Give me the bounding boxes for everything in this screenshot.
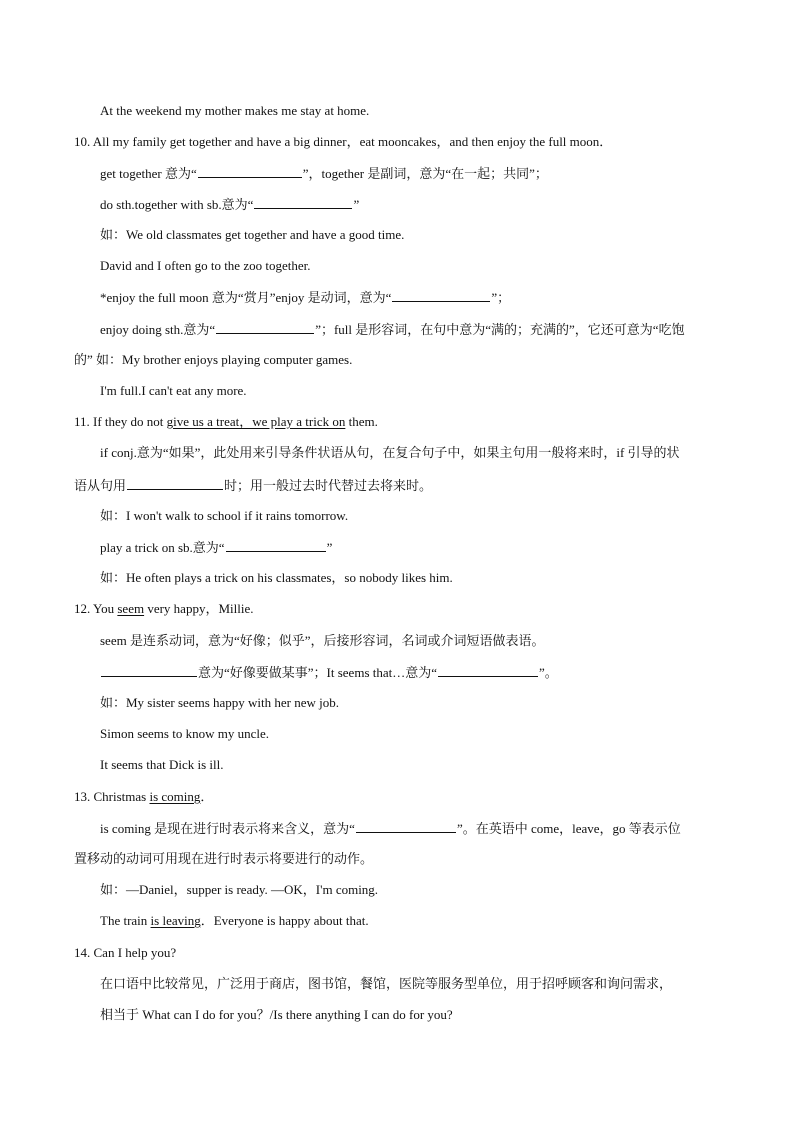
text: 语从句用 <box>74 478 127 493</box>
fill-blank[interactable] <box>356 819 456 833</box>
explanation-line: 相当于 What can I do for you？/Is there anything I can do for you? <box>100 1007 453 1022</box>
example-line: 如：I won't walk to school if it rains tomorrow. <box>100 508 349 523</box>
fill-blank[interactable] <box>226 538 326 552</box>
fill-blank[interactable] <box>254 195 352 209</box>
example-line: I'm full.I can't eat any more. <box>100 383 247 398</box>
text: 11. If they do not <box>74 414 167 429</box>
text: enjoy doing sth.意为“ <box>100 322 216 337</box>
underlined-phrase: seem <box>117 601 145 616</box>
explanation-line <box>100 320 685 339</box>
item-13-heading <box>74 788 213 806</box>
text: them. <box>345 414 378 429</box>
text: ” <box>353 197 360 212</box>
fill-blank[interactable] <box>438 663 538 677</box>
text: ．Everyone is happy about that. <box>200 913 369 928</box>
explanation-line <box>100 288 510 307</box>
underlined-phrase: is leaving <box>150 913 201 928</box>
item-14-heading: 14. Can I help you? <box>74 945 177 960</box>
example-line: David and I often go to the zoo together. <box>100 258 311 273</box>
explanation-line <box>100 538 332 557</box>
explanation-line: if conj.意为“如果”，此处用来引导条件状语从句，在复合句子中，如果主句用一般将来时，if 引导的状 <box>100 445 680 460</box>
underlined-phrase: give us a treat，we play a trick on <box>166 414 346 429</box>
text: ”。 <box>539 665 558 680</box>
example-line: 如：My sister seems happy with her new job. <box>100 695 340 710</box>
underlined-phrase: is coming <box>149 789 201 804</box>
example-line: 如：—Daniel，supper is ready. —OK，I'm coming. <box>100 882 379 897</box>
explanation-line: 在口语中比较常见，广泛用于商店，图书馆，餐馆，医院等服务型单位，用于招呼顾客和询问需求， <box>100 976 673 991</box>
text: very happy，Millie. <box>144 601 254 616</box>
explanation-line <box>100 663 558 682</box>
text: ” <box>326 540 333 555</box>
text: do sth.together with sb.意为“ <box>100 197 254 212</box>
text: 12. You <box>74 601 118 616</box>
fill-blank[interactable] <box>216 320 314 334</box>
text: ”； <box>491 290 511 305</box>
example-line <box>100 912 369 930</box>
explanation-line: 置移动的动词可用现在进行时表示将要进行的动作。 <box>74 851 374 866</box>
item-12-heading <box>74 600 253 618</box>
explanation-line <box>100 195 359 214</box>
explanation-line <box>100 164 548 183</box>
text: 13. Christmas <box>74 789 150 804</box>
text: ． <box>200 789 214 804</box>
item-10-heading: 10. All my family get together and have a big dinner，eat mooncakes，and then enjoy the full moon． <box>74 134 613 149</box>
text: is coming 是现在进行时表示将来含义，意为“ <box>100 821 355 836</box>
item-11-heading <box>74 413 378 431</box>
explanation-line: 的” 如：My brother enjoys playing computer games. <box>74 352 353 367</box>
example-line: At the weekend my mother makes me stay at home. <box>100 103 370 118</box>
text: get together 意为“ <box>100 166 197 181</box>
fill-blank[interactable] <box>392 288 490 302</box>
example-line: 如：We old classmates get together and have a good time. <box>100 227 405 242</box>
explanation-line: seem 是连系动词，意为“好像；似乎”，后接形容词，名词或介词短语做表语。 <box>100 633 545 648</box>
example-line: It seems that Dick is ill. <box>100 757 224 772</box>
fill-blank[interactable] <box>101 663 197 677</box>
fill-blank[interactable] <box>198 164 302 178</box>
text: *enjoy the full moon 意为“赏月”enjoy 是动词，意为“ <box>100 290 392 305</box>
text: 意为“好像要做某事”；It seems that…意为“ <box>198 665 438 680</box>
example-line: 如：He often plays a trick on his classmates，so nobody likes him. <box>100 570 453 585</box>
text: ”；full 是形容词，在句中意为“满的；充满的”，它还可意为“吃饱 <box>315 322 685 337</box>
fill-blank[interactable] <box>127 476 223 490</box>
text: The train <box>100 913 151 928</box>
text: 时；用一般过去时代替过去将来时。 <box>224 478 433 493</box>
text: ”，together 是副词，意为“在一起；共同”； <box>302 166 548 181</box>
example-line: Simon seems to know my uncle. <box>100 726 269 741</box>
text: ”。在英语中 come，leave，go 等表示位 <box>456 821 681 836</box>
explanation-line <box>100 819 681 838</box>
text: play a trick on sb.意为“ <box>100 540 225 555</box>
explanation-line <box>74 476 432 495</box>
